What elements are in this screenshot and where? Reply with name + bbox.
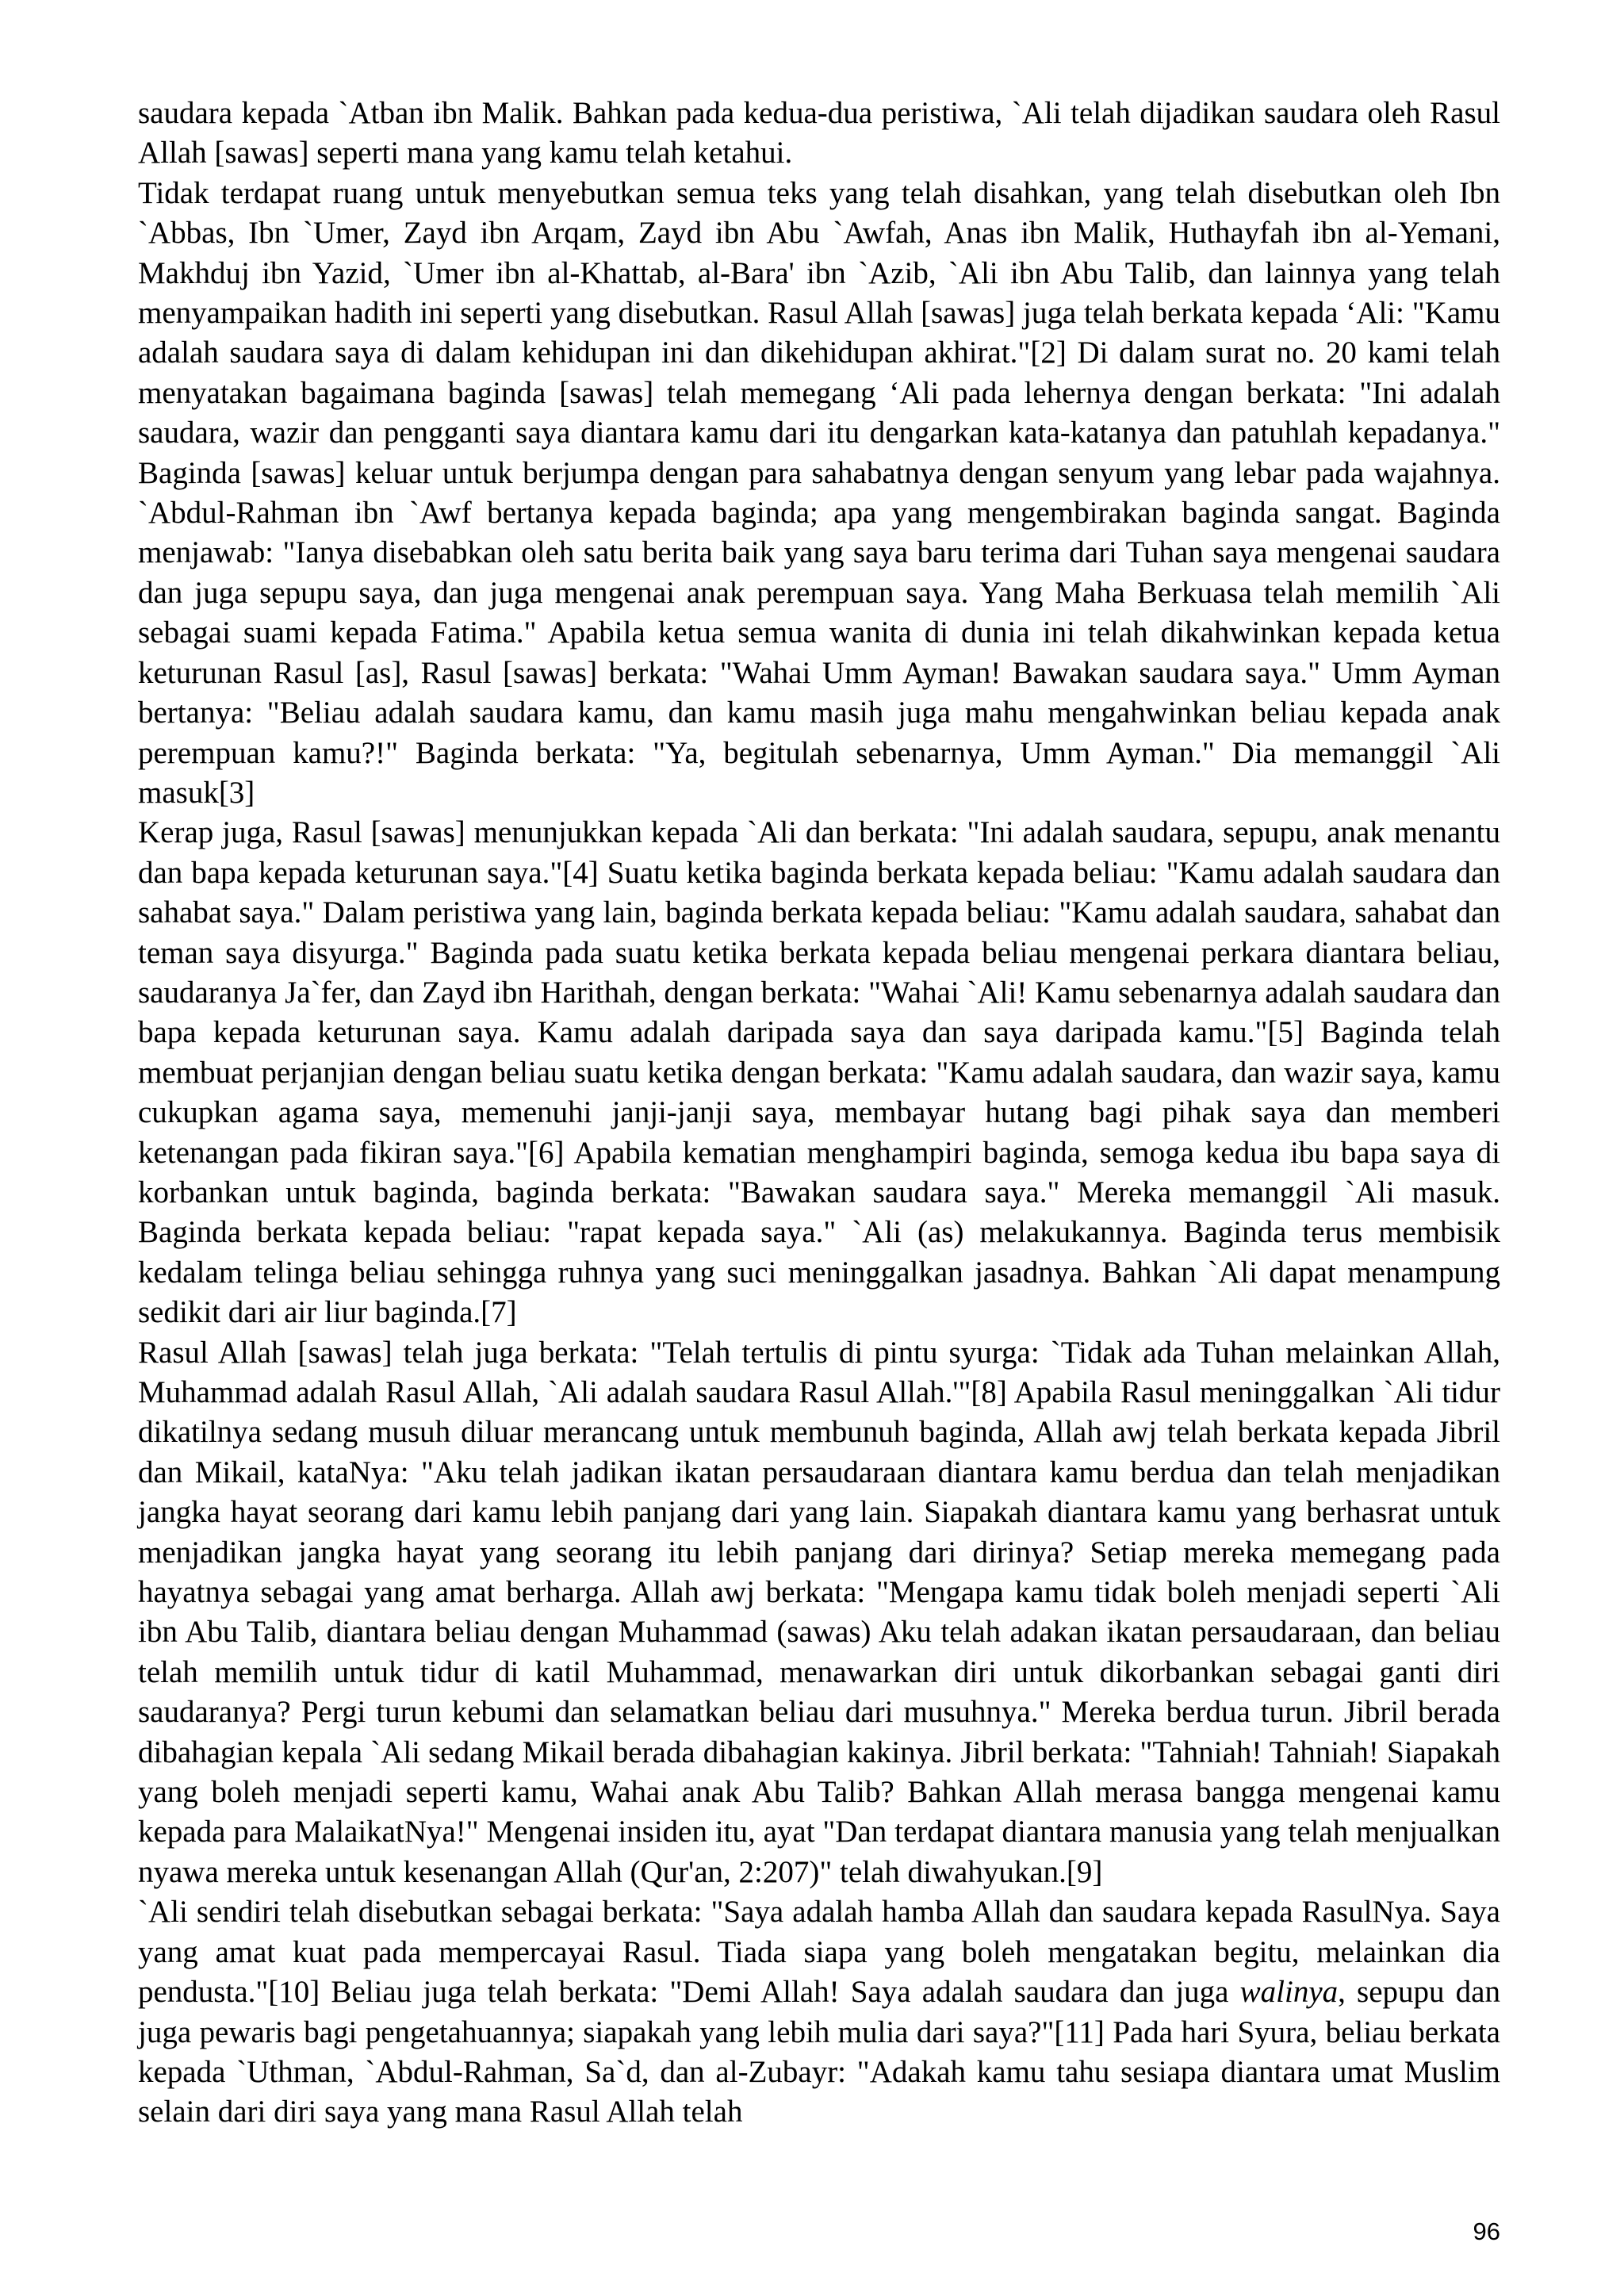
paragraph-2: [138, 174, 1500, 814]
paragraph-3: [138, 813, 1500, 1332]
paragraph-5: [138, 1892, 1500, 2132]
paragraph-text: Rasul Allah [sawas] telah juga berkata: "Telah tertulis di pintu syurga: `Tidak ada Tuhan melainkan Allah, Muhammad adalah Rasul Allah, `Ali adalah saudara Rasul Allah.'"[8] Apabila Rasul meninggalkan `Ali tidur dikatilnya sedang musuh diluar merancang untuk membunuh baginda, Allah awj telah berkata kepada Jibril dan Mikail, kataNya: "Aku telah jadikan ikatan persaudaraan diantara kamu berdua dan telah menjadikan jangka hayat seorang dari kamu lebih panjang dari yang lain. Siapakah diantara kamu yang berhasrat untuk menjadikan jangka hayat yang seorang itu lebih panjang dari dirinya? Setiap mereka memegang pada hayatnya sebagai yang amat berharga. Allah awj berkata: "Mengapa kamu tidak boleh menjadi seperti `Ali ibn Abu Talib, diantara beliau dengan Muhammad (sawas) Aku telah adakan ikatan persaudaraan, dan beliau telah memilih untuk tidur di katil Muhammad, menawarkan diri untuk dikorbankan sebagai ganti diri saudaranya? Pergi turun kebumi dan selamatkan beliau dari musuhnya." Mereka berdua turun. Jibril berada dibahagian kepala `Ali sedang Mikail berada dibahagian kakinya. Jibril berkata: "Tahniah! Tahniah! Siapakah yang boleh menjadi seperti kamu, Wahai anak Abu Talib? Bahkan Allah merasa bangga mengenai kamu kepada para MalaikatNya!" Mengenai insiden itu, ayat "Dan terdapat diantara manusia yang telah menjualkan nyawa mereka untuk kesenangan Allah (Qur'an, 2:207)" telah diwahyukan.[9]: [138, 1335, 1500, 1889]
document-body: [138, 94, 1500, 2133]
italic-term: walinya: [1239, 1975, 1339, 2010]
paragraph-text: , sepupu dan juga pewaris bagi pengetahuannya; siapakah yang lebih mulia dari saya?"[11] Pada hari Syura, beliau berkata kepada `Uthman, `Abdul-Rahman, Sa`d, dan al-Zubayr: "Adakah kamu tahu sesiapa diantara umat Muslim selain dari diri saya yang mana Rasul Allah telah: [138, 1975, 1500, 2129]
page-number: 96: [1473, 2217, 1500, 2245]
paragraph-4: [138, 1333, 1500, 1893]
paragraph-text: Tidak terdapat ruang untuk menyebutkan semua teks yang telah disahkan, yang telah disebutkan oleh Ibn `Abbas, Ibn `Umer, Zayd ibn Arqam, Zayd ibn Abu `Awfah, Anas ibn Malik, Huthayfah ibn al-Yemani, Makhduj ibn Yazid, `Umer ibn al-Khattab, al-Bara' ibn `Azib, `Ali ibn Abu Talib, dan lainnya yang telah menyampaikan hadith ini seperti yang disebutkan. Rasul Allah [sawas] juga telah berkata kepada ‘Ali: "Kamu adalah saudara saya di dalam kehidupan ini dan dikehidupan akhirat."[2] Di dalam surat no. 20 kami telah menyatakan bagaimana baginda [sawas] telah memegang ‘Ali pada lehernya dengan berkata: "Ini adalah saudara, wazir dan pengganti saya diantara kamu dari itu dengarkan kata-katanya dan patuhlah kepadanya." Baginda [sawas] keluar untuk berjumpa dengan para sahabatnya dengan senyum yang lebar pada wajahnya. `Abdul-Rahman ibn `Awf bertanya kepada baginda; apa yang mengembirakan baginda sangat. Baginda menjawab: "Ianya disebabkan oleh satu berita baik yang saya baru terima dari Tuhan saya mengenai saudara dan juga sepupu saya, dan juga mengenai anak perempuan saya. Yang Maha Berkuasa telah memilih `Ali sebagai suami kepada Fatima." Apabila ketua semua wanita di dunia ini telah dikahwinkan kepada ketua keturunan Rasul [as], Rasul [sawas] berkata: "Wahai Umm Ayman! Bawakan saudara saya." Umm Ayman bertanya: "Beliau adalah saudara kamu, dan kamu masih juga mahu mengahwinkan beliau kepada anak perempuan kamu?!" Baginda berkata: "Ya, begitulah sebenarnya, Umm Ayman." Dia memanggil `Ali masuk[3]: [138, 175, 1500, 810]
paragraph-text: `Ali sendiri telah disebutkan sebagai berkata: "Saya adalah hamba Allah dan saudara kepada RasulNya. Saya yang amat kuat pada mempercayai Rasul. Tiada siapa yang boleh mengatakan begitu, melainkan dia pendusta."[10] Beliau juga telah berkata: "Demi Allah! Saya adalah saudara dan juga: [138, 1895, 1500, 2010]
paragraph-text: saudara kepada `Atban ibn Malik. Bahkan pada kedua-dua peristiwa, `Ali telah dijadikan saudara oleh Rasul Allah [sawas] seperti mana yang kamu telah ketahui.: [138, 96, 1500, 171]
paragraph-text: Kerap juga, Rasul [sawas] menunjukkan kepada `Ali dan berkata: "Ini adalah saudara, sepupu, anak menantu dan bapa kepada keturunan saya."[4] Suatu ketika baginda berkata kepada beliau: "Kamu adalah saudara dan sahabat saya." Dalam peristiwa yang lain, baginda berkata kepada beliau: "Kamu adalah saudara, sahabat dan teman saya disyurga." Baginda pada suatu ketika berkata kepada beliau mengenai perkara diantara beliau, saudaranya Ja`fer, dan Zayd ibn Harithah, dengan berkata: "Wahai `Ali! Kamu sebenarnya adalah saudara dan bapa kepada keturunan saya. Kamu adalah daripada saya dan saya daripada kamu."[5] Baginda telah membuat perjanjian dengan beliau suatu ketika dengan berkata: "Kamu adalah saudara, dan wazir saya, kamu cukupkan agama saya, memenuhi janji-janji saya, membayar hutang bagi pihak saya dan memberi ketenangan pada fikiran saya."[6] Apabila kematian menghampiri baginda, semoga kedua ibu bapa saya di korbankan untuk baginda, baginda berkata: "Bawakan saudara saya." Mereka memanggil `Ali masuk. Baginda berkata kepada beliau: "rapat kepada saya." `Ali (as) melakukannya. Baginda terus membisik kedalam telinga beliau sehingga ruhnya yang suci meninggalkan jasadnya. Bahkan `Ali dapat menampung sedikit dari air liur baginda.[7]: [138, 815, 1500, 1330]
paragraph-1: [138, 94, 1500, 174]
